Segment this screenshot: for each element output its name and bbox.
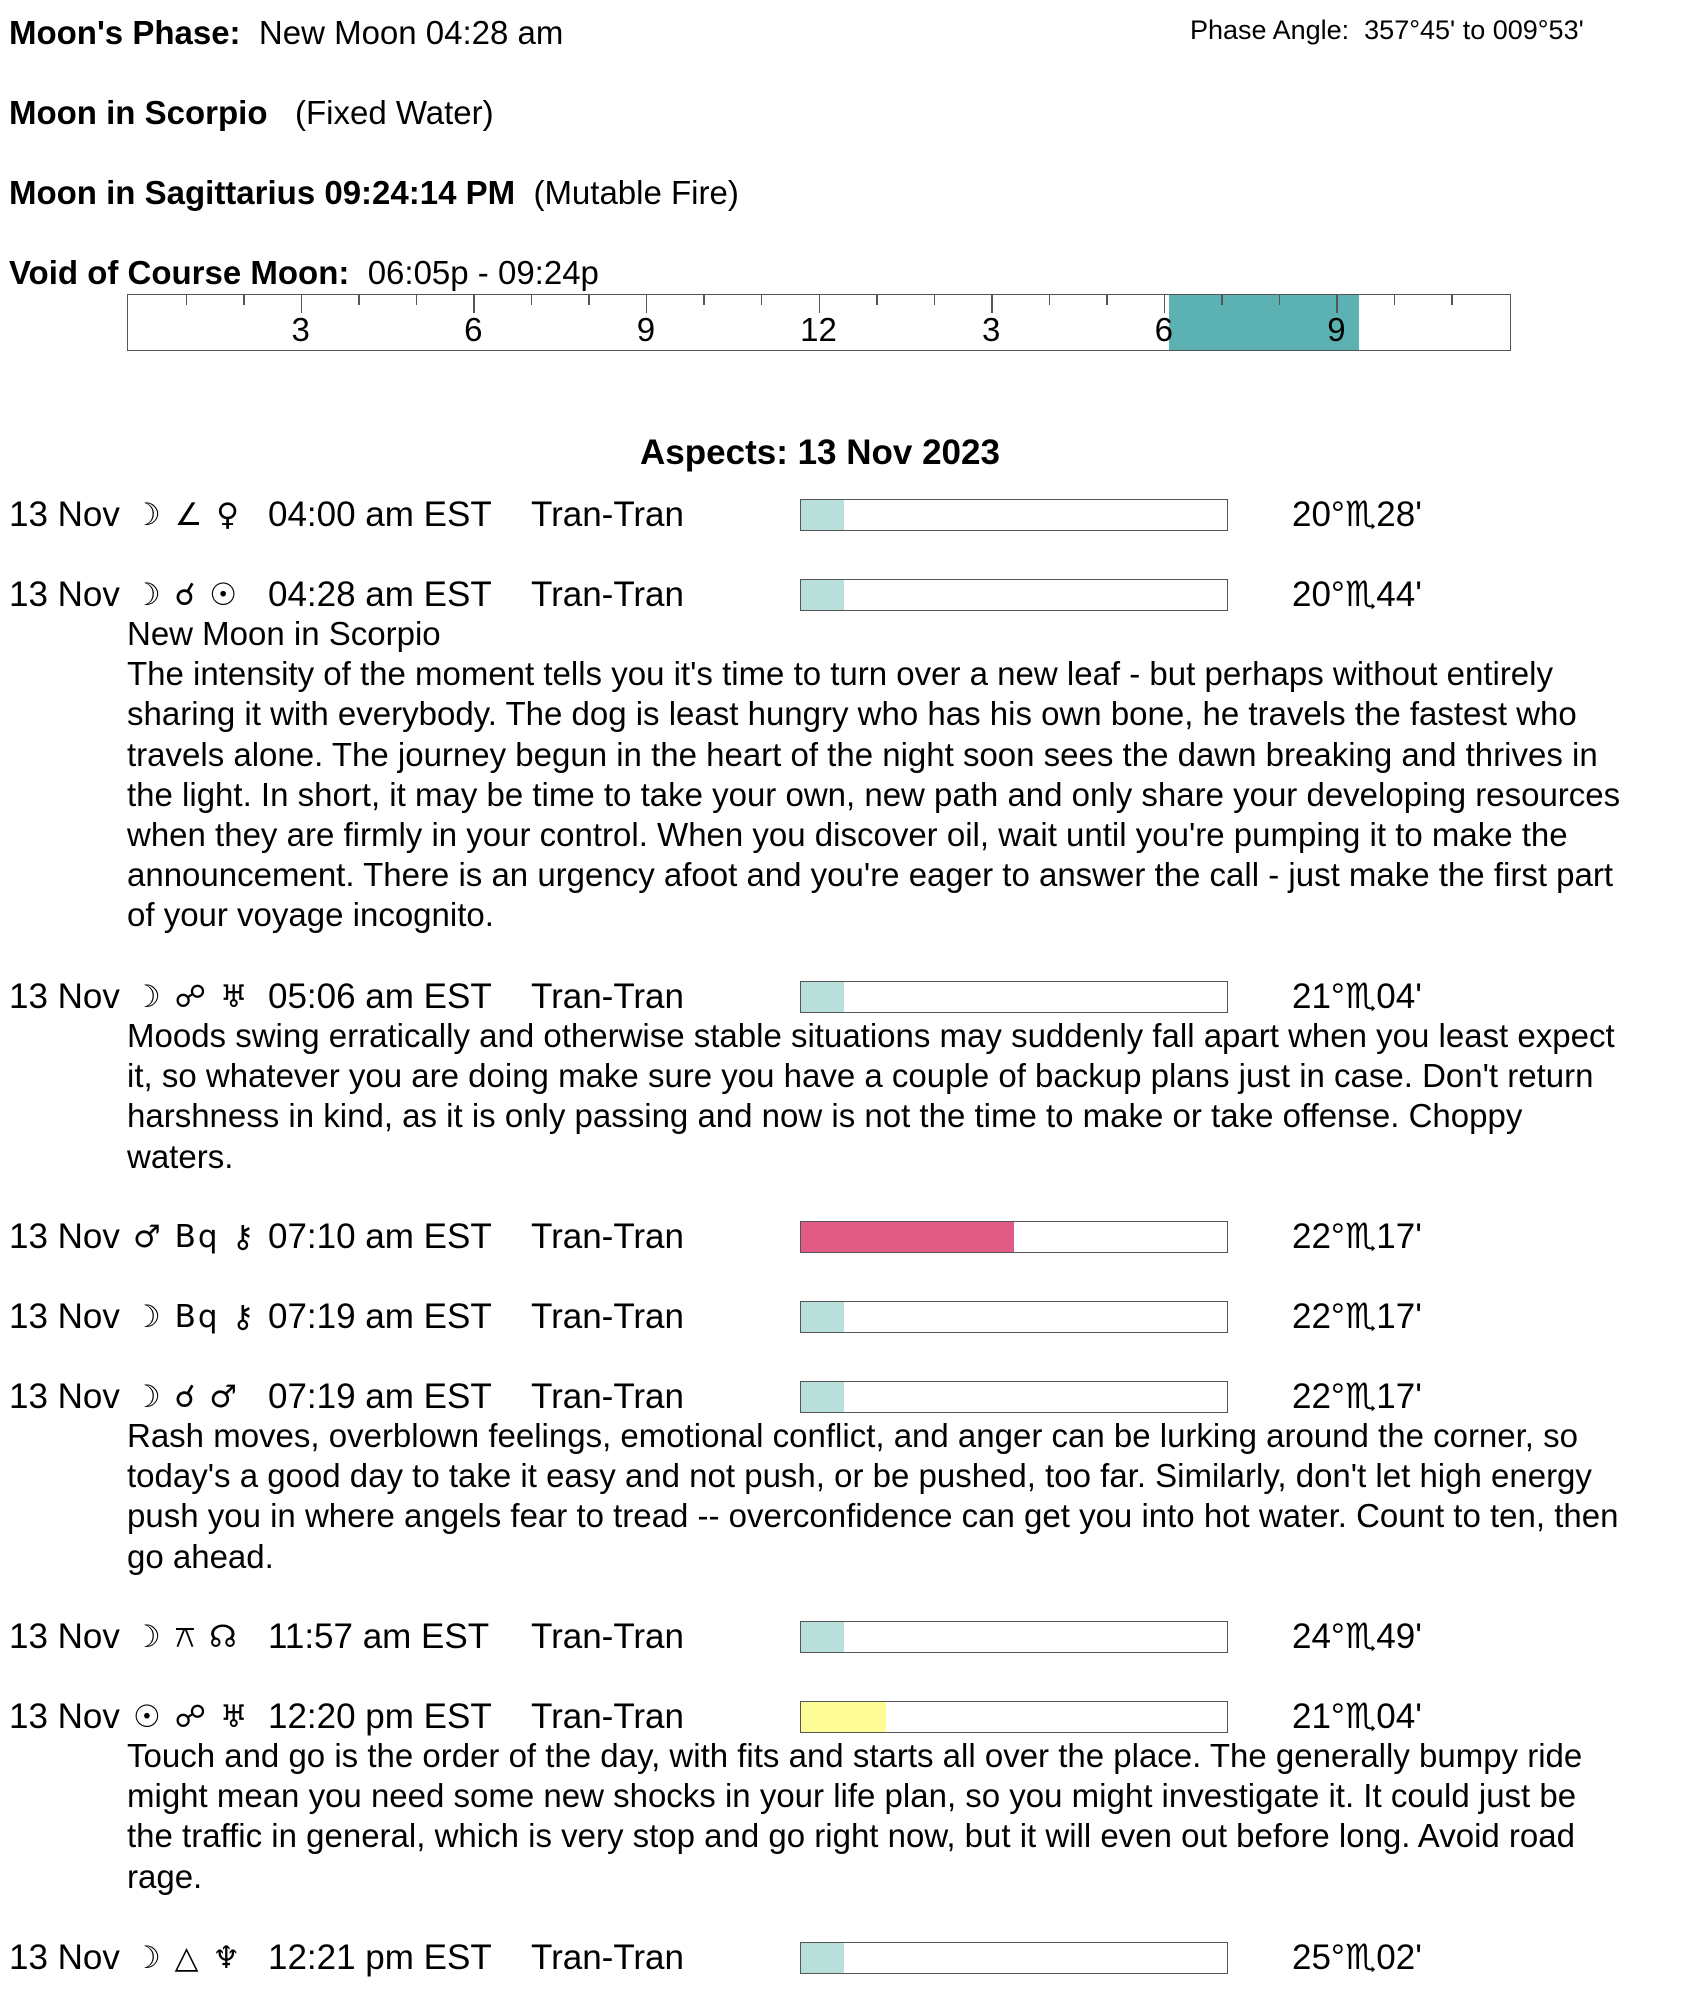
interpretation-text: Moods swing erratically and otherwise stable situations may suddenly fall apart when you least expect it, so whatever you are doing make sure you have a couple of backup plans just in case. Don't return harshness in kind, as it is only passing and now is not the time to make or take offense. Choppy waters. [127, 1017, 1615, 1175]
interpretation-text: Rash moves, overblown feelings, emotional conflict, and anger can be lurking around the corner, so today's a good day to take it easy and not push, or be pushed, too far. Similarly, don't let high energy push you in where angels fear to tread -- overconfidence can get you into hot water. Count to ten, then go ahead. [127, 1417, 1619, 1575]
aspect-strength-fill [801, 580, 844, 610]
phase-angle-label: Phase Angle: [1190, 15, 1350, 45]
aspect-time: 04:28 am EST [268, 575, 492, 614]
aspect-strength-fill [801, 982, 844, 1012]
aspect-strength-fill [801, 1222, 1014, 1252]
aspect-interpretation [127, 614, 1627, 936]
timeline-hour-label: 3 [291, 311, 310, 348]
timeline-tick [243, 295, 245, 305]
aspect-time: 05:06 am EST [268, 977, 492, 1016]
aspect-strength-bar [800, 1301, 1228, 1333]
aspect-position: 20°♏28' [1292, 495, 1422, 534]
aspect-row [0, 494, 1686, 536]
voc-line [9, 253, 599, 293]
aspect-glyphs: ☽ ☌ ♂ [133, 1379, 240, 1415]
timeline-tick [416, 295, 418, 305]
aspect-position: 24°♏49' [1292, 1617, 1422, 1656]
aspect-row [0, 1376, 1686, 1418]
aspect-row [0, 1216, 1686, 1258]
aspect-time: 11:57 am EST [268, 1617, 490, 1656]
aspect-position: 25°♏02' [1292, 1938, 1422, 1977]
phase-angle-line [1190, 13, 1584, 47]
aspect-date: 13 Nov [9, 1297, 120, 1336]
aspect-strength-fill [801, 1943, 844, 1973]
aspect-row [0, 1296, 1686, 1338]
timeline-tick [1394, 295, 1396, 305]
aspect-glyphs: ☽ Bq ⚷ [133, 1299, 257, 1335]
aspect-strength-fill [801, 1382, 844, 1412]
moon-sign-2-line [9, 173, 739, 213]
aspect-date: 13 Nov [9, 1697, 120, 1736]
aspect-time: 07:19 am EST [268, 1377, 492, 1416]
timeline-tick [934, 295, 936, 305]
timeline-tick [1279, 295, 1281, 305]
aspect-time: 04:00 am EST [268, 495, 492, 534]
aspect-strength-bar [800, 1621, 1228, 1653]
aspect-position: 22°♏17' [1292, 1297, 1422, 1336]
aspect-strength-bar [800, 1701, 1228, 1733]
aspect-type: Tran-Tran [531, 1617, 684, 1656]
moon-phase-line [9, 13, 563, 53]
timeline-hour-label: 3 [981, 311, 1001, 348]
aspect-strength-bar [800, 981, 1228, 1013]
aspect-type: Tran-Tran [531, 1297, 684, 1336]
aspect-position: 20°♏44' [1292, 575, 1422, 614]
aspect-strength-bar [800, 579, 1228, 611]
aspect-date: 13 Nov [9, 575, 120, 614]
timeline-tick [876, 295, 878, 305]
aspect-row [0, 1696, 1686, 1738]
timeline-tick [531, 295, 533, 305]
voc-label: Void of Course Moon: [9, 254, 350, 291]
aspect-strength-bar [800, 1942, 1228, 1974]
aspect-row [0, 976, 1686, 1018]
aspect-time: 12:20 pm EST [268, 1697, 492, 1736]
aspect-interpretation [127, 1416, 1627, 1577]
moon-sign-1-value: (Fixed Water) [295, 94, 494, 131]
aspect-glyphs: ☽ ∠ ♀ [133, 497, 241, 533]
moon-sign-2-label: Moon in Sagittarius 09:24:14 PM [9, 174, 516, 211]
aspect-date: 13 Nov [9, 1938, 120, 1977]
aspect-strength-fill [801, 500, 844, 530]
aspects-title: Aspects: 13 Nov 2023 [640, 433, 1000, 472]
timeline-hour-label: 12 [800, 311, 837, 348]
aspect-interpretation [127, 1016, 1627, 1177]
aspect-strength-bar [800, 1381, 1228, 1413]
aspect-strength-fill [801, 1622, 844, 1652]
aspect-glyphs: ☉ ☍ ♅ [133, 1699, 250, 1735]
aspect-row [0, 1937, 1686, 1979]
aspect-strength-bar [800, 1221, 1228, 1253]
aspect-time: 07:19 am EST [268, 1297, 492, 1336]
timeline-tick [761, 295, 763, 305]
timeline-hour-label: 9 [636, 311, 656, 348]
aspect-type: Tran-Tran [531, 575, 684, 614]
aspect-position: 22°♏17' [1292, 1217, 1422, 1256]
timeline-tick [588, 295, 590, 305]
timeline-tick [186, 295, 188, 305]
timeline-tick [1451, 295, 1453, 305]
aspect-glyphs: ☽ ⚻ ☊ [133, 1619, 239, 1655]
timeline-tick [358, 295, 360, 305]
timeline-tick [703, 295, 705, 305]
aspect-type: Tran-Tran [531, 495, 684, 534]
aspect-glyphs: ☽ ☍ ♅ [133, 979, 250, 1015]
timeline-tick [1049, 295, 1051, 305]
interpretation-text: Touch and go is the order of the day, with fits and starts all over the place. The generally bumpy ride might mean you need some new shocks in your life plan, so you might investigate it. It could just be the traffic in general, which is very stop and go right now, but it will even out before long. Avoid road rage. [127, 1737, 1583, 1895]
timeline-hour-label: 6 [1154, 311, 1173, 348]
aspect-strength-fill [801, 1302, 844, 1332]
aspect-date: 13 Nov [9, 1217, 120, 1256]
phase-angle-value: 357°45' to 009°53' [1364, 15, 1584, 45]
moon-sign-1-label: Moon in Scorpio [9, 94, 268, 131]
interpretation-title: New Moon in Scorpio [127, 615, 441, 652]
interpretation-text: The intensity of the moment tells you it's time to turn over a new leaf - but perhaps without entirely sharing it with everybody. The dog is least hungry who has his own bone, he travels the fastest who travels alone. The journey begun in the heart of the night soon sees the dawn breaking and thrives in the light. In short, it may be time to take your own, new path and only share your developing resources when they are firmly in your control. When you discover oil, wait until you're pumping it to make the announcement. There is an urgency afoot and you're eager to answer the call - just make the first part of your voyage incognito. [127, 655, 1621, 934]
aspect-type: Tran-Tran [531, 1377, 684, 1416]
timeline-tick [1221, 295, 1223, 305]
aspect-glyphs: ☽ ☌ ☉ [133, 577, 240, 613]
aspect-strength-fill [801, 1702, 886, 1732]
timeline-hour-label: 9 [1327, 311, 1346, 348]
aspect-row [0, 574, 1686, 616]
aspect-position: 22°♏17' [1292, 1377, 1422, 1416]
moon-phase-label: Moon's Phase: [9, 14, 241, 51]
moon-phase-value: New Moon 04:28 am [258, 14, 564, 51]
aspect-time: 12:21 pm EST [268, 1938, 492, 1977]
aspect-type: Tran-Tran [531, 977, 684, 1016]
moon-sign-2-value: (Mutable Fire) [533, 174, 739, 211]
aspect-strength-bar [800, 499, 1228, 531]
aspect-glyphs: ☽ △ ♆ [133, 1940, 243, 1976]
aspect-date: 13 Nov [9, 977, 120, 1016]
aspect-date: 13 Nov [9, 1617, 120, 1656]
aspect-type: Tran-Tran [531, 1938, 684, 1977]
aspect-time: 07:10 am EST [268, 1217, 492, 1256]
aspect-row [0, 1616, 1686, 1658]
aspect-date: 13 Nov [9, 1377, 120, 1416]
voc-timeline [127, 294, 1511, 351]
timeline-tick [1106, 295, 1108, 305]
aspect-interpretation [127, 1736, 1627, 1897]
aspect-type: Tran-Tran [531, 1217, 684, 1256]
aspect-type: Tran-Tran [531, 1697, 684, 1736]
aspect-date: 13 Nov [9, 495, 120, 534]
moon-sign-1-line [9, 93, 494, 133]
aspect-position: 21°♏04' [1292, 977, 1422, 1016]
aspect-glyphs: ♂ Bq ⚷ [133, 1219, 257, 1255]
timeline-hour-label: 6 [464, 311, 483, 348]
aspect-position: 21°♏04' [1292, 1697, 1422, 1736]
voc-value: 06:05p - 09:24p [367, 254, 599, 291]
